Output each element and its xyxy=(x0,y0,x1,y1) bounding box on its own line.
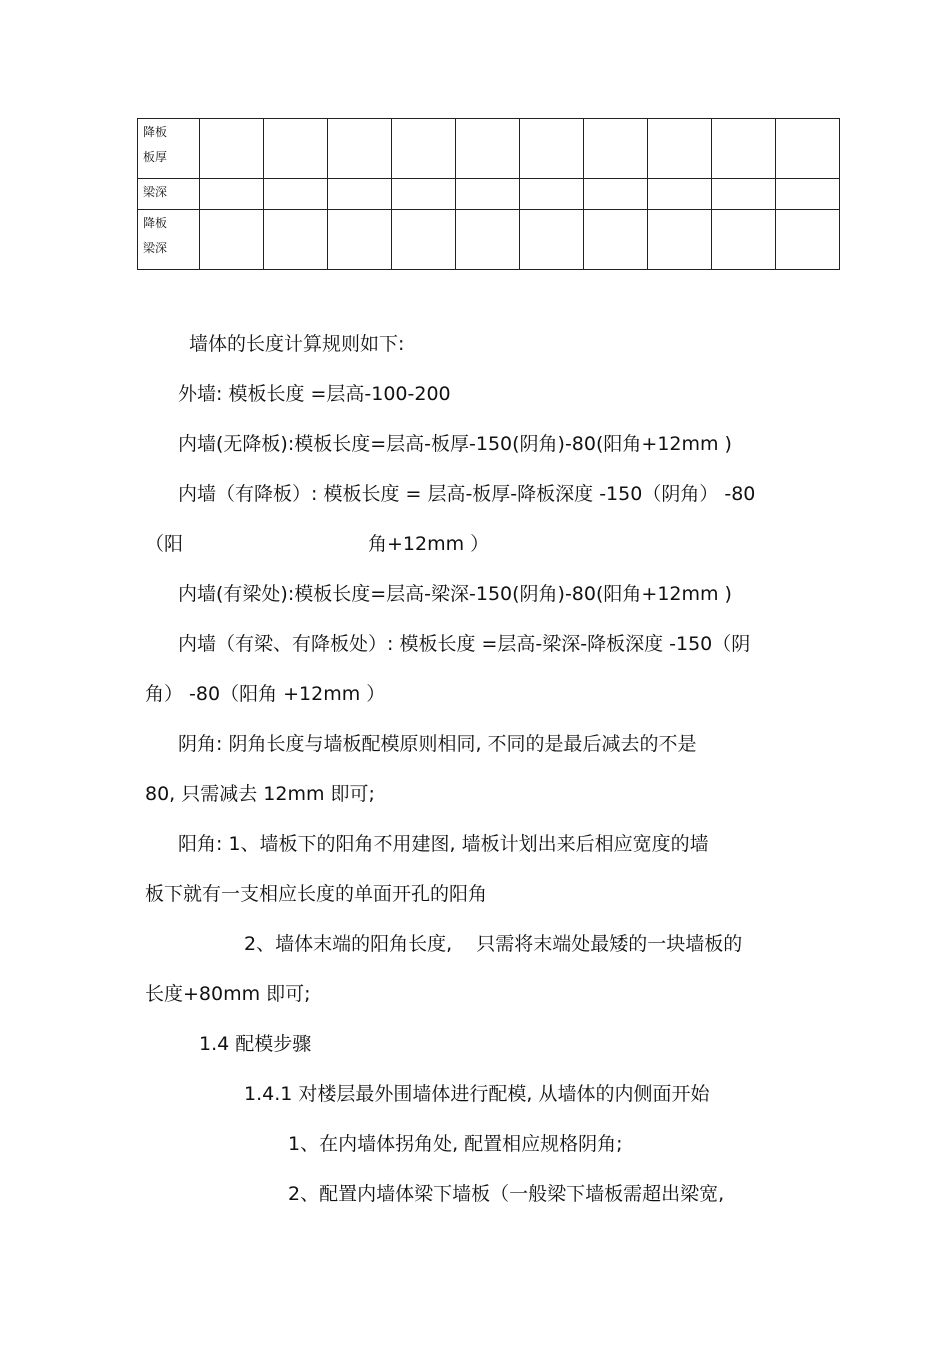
empty-cell xyxy=(328,210,392,270)
row-label-line: 梁深 xyxy=(143,184,168,199)
rule-outer-corner-item2: 2、墙体末端的阳角长度, 只需将末端处最矮的一块墙板的 xyxy=(244,933,743,955)
empty-cell xyxy=(584,178,648,209)
empty-cell xyxy=(712,178,776,209)
empty-cell xyxy=(456,210,520,270)
rule-inner-wall-beam-drop: 内墙（有梁、有降板处）: 模板长度 =层高-梁深-降板深度 -150（阴 xyxy=(178,633,751,655)
rule-outer-corner-cont: 板下就有一支相应长度的单面开孔的阳角 xyxy=(145,883,488,905)
spec-table xyxy=(137,118,840,270)
empty-cell xyxy=(264,178,328,209)
row-label-line: 梁深 xyxy=(143,241,168,256)
step-item-2: 2、配置内墙体梁下墙板（一般梁下墙板需超出梁宽, xyxy=(288,1183,725,1205)
row-label-line: 降板 xyxy=(143,125,168,139)
rule-inner-wall-no-drop: 内墙(无降板):模板长度=层高-板厚-150(阴角)-80(阳角+12mm ) xyxy=(178,433,732,455)
empty-cell xyxy=(648,178,712,209)
empty-cell xyxy=(520,119,584,179)
empty-cell xyxy=(392,178,456,209)
rule-outer-wall: 外墙: 模板长度 =层高-100-200 xyxy=(178,383,451,405)
rule-inner-corner-cont: 80, 只需减去 12mm 即可; xyxy=(145,783,375,805)
section-heading-1-4-1: 1.4.1 对楼层最外围墙体进行配模, 从墙体的内侧面开始 xyxy=(244,1083,710,1105)
empty-cell xyxy=(648,210,712,270)
empty-cell xyxy=(520,178,584,209)
rule-inner-corner: 阴角: 阴角长度与墙板配模原则相同, 不同的是最后减去的不是 xyxy=(178,733,697,755)
rule-outer-corner: 阳角: 1、墙板下的阳角不用建图, 墙板计划出来后相应宽度的墙 xyxy=(178,833,709,855)
empty-cell xyxy=(264,119,328,179)
empty-cell xyxy=(776,210,840,270)
rule-inner-wall-drop-cont-b: 角+12mm ） xyxy=(368,533,490,555)
empty-cell xyxy=(776,178,840,209)
empty-cell xyxy=(328,119,392,179)
row-label-line: 降板 xyxy=(143,216,168,231)
row-label-cell xyxy=(138,210,200,270)
empty-cell xyxy=(584,119,648,179)
empty-cell xyxy=(776,119,840,179)
row-label-line: 板厚 xyxy=(143,150,168,164)
empty-cell xyxy=(456,119,520,179)
empty-cell xyxy=(392,119,456,179)
empty-cell xyxy=(200,119,264,179)
empty-cell xyxy=(648,119,712,179)
empty-cell xyxy=(456,178,520,209)
rule-inner-wall-drop-cont-a: （阳 xyxy=(145,533,184,555)
empty-cell xyxy=(200,178,264,209)
step-item-1: 1、在内墙体拐角处, 配置相应规格阴角; xyxy=(288,1133,623,1155)
table-row xyxy=(138,210,840,270)
section-heading-1-4: 1.4 配模步骤 xyxy=(199,1033,312,1055)
table-row xyxy=(138,119,840,179)
empty-cell xyxy=(584,210,648,270)
empty-cell xyxy=(712,119,776,179)
empty-cell xyxy=(392,210,456,270)
empty-cell xyxy=(200,210,264,270)
empty-cell xyxy=(520,210,584,270)
rule-inner-wall-beam-drop-cont: 角） -80（阳角 +12mm ） xyxy=(145,683,386,705)
rule-inner-wall-beam: 内墙(有梁处):模板长度=层高-梁深-150(阴角)-80(阳角+12mm ) xyxy=(178,583,732,605)
rule-inner-wall-drop: 内墙（有降板）: 模板长度 = 层高-板厚-降板深度 -150（阴角） -80 xyxy=(178,483,756,505)
rule-outer-corner-item2-cont: 长度+80mm 即可; xyxy=(145,983,311,1005)
row-label-cell xyxy=(138,119,200,179)
table-row xyxy=(138,178,840,209)
empty-cell xyxy=(264,210,328,270)
empty-cell xyxy=(712,210,776,270)
empty-cell xyxy=(328,178,392,209)
rules-intro: 墙体的长度计算规则如下: xyxy=(189,333,405,355)
row-label-cell xyxy=(138,178,200,209)
